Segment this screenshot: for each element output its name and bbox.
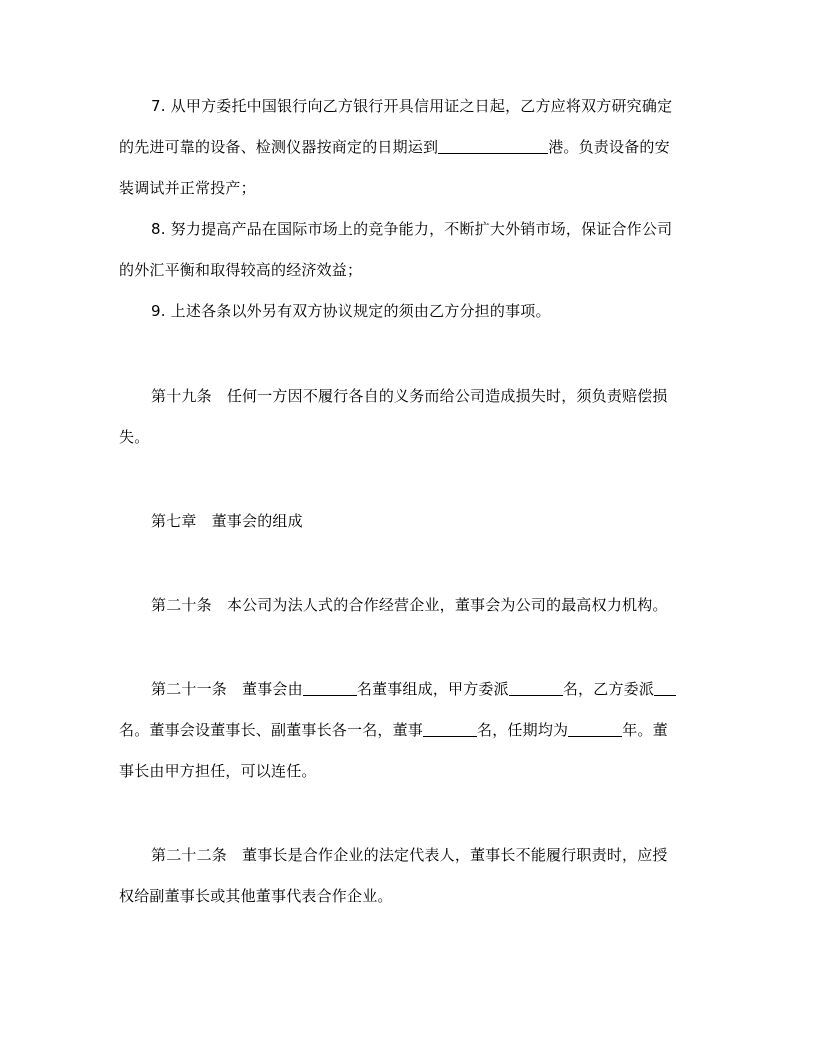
article-19-line-2 — [0, 424, 816, 450]
item-8-line-1 — [0, 216, 816, 242]
article-20-text: 本公司为法人式的合作经营企业，董事会为公司的最高权力机构。 — [226, 596, 668, 614]
director-count-blank[interactable] — [303, 679, 357, 696]
article-19-label: 第十九条 — [151, 387, 212, 405]
item-7-text-3: 装调试并正常投产； — [119, 179, 256, 197]
article-19-text-2: 失。 — [119, 428, 150, 446]
article-21-text-1b: 名董事组成，甲方委派 — [356, 680, 509, 698]
article-19-line-1 — [0, 383, 816, 409]
director-number-blank[interactable] — [423, 720, 477, 737]
party-a-count-blank[interactable] — [509, 679, 563, 696]
item-7-line-3 — [0, 175, 816, 201]
article-21-line-2 — [0, 717, 816, 743]
article-22-text-1: 董事长是合作企业的法定代表人，董事长不能履行职责时，应授 — [242, 846, 668, 864]
article-21-text-2c: 年。董 — [622, 721, 668, 739]
article-21-text-1a: 董事会由 — [242, 680, 303, 698]
article-22-line-1 — [0, 842, 816, 868]
chapter-7-label: 第七章 — [151, 512, 197, 530]
article-21-text-1c: 名，乙方委派 — [562, 680, 655, 698]
article-21-label: 第二十一条 — [151, 680, 228, 698]
article-21-text-2a: 名。董事会设董事长、副董事长各一名，董事 — [119, 721, 424, 739]
item-8-line-2 — [0, 257, 816, 283]
article-21-text-3: 事长由甲方担任，可以连任。 — [119, 762, 317, 780]
party-b-count-blank[interactable] — [654, 679, 676, 696]
article-22-text-2: 权给副董事长或其他董事代表合作企业。 — [119, 887, 393, 905]
item-9-line-1 — [0, 298, 816, 324]
item-8-text-1: 8. 努力提高产品在国际市场上的竞争能力，不断扩大外销市场，保证合作公司 — [151, 220, 673, 238]
item-7-line-1 — [0, 93, 816, 119]
item-7-line-2 — [0, 134, 816, 160]
article-20-line-1 — [0, 592, 816, 618]
term-years-blank[interactable] — [568, 720, 622, 737]
article-21-text-2b: 名，任期均为 — [477, 721, 569, 739]
chapter-7-heading — [0, 508, 816, 534]
item-8-text-2: 的外汇平衡和取得较高的经济效益； — [119, 261, 363, 279]
item-7-text-2a: 的先进可靠的设备、检测仪器按商定的日期运到 — [119, 138, 439, 156]
port-blank[interactable] — [438, 137, 548, 154]
item-7-text-2b: 港。负责设备的安 — [548, 138, 670, 156]
item-9-text-1: 9. 上述各条以外另有双方协议规定的须由乙方分担的事项。 — [151, 302, 551, 320]
article-20-label: 第二十条 — [151, 596, 212, 614]
article-22-line-2 — [0, 883, 816, 909]
article-21-line-3 — [0, 758, 816, 784]
article-21-line-1 — [0, 676, 816, 702]
article-19-text-1: 任何一方因不履行各自的义务而给公司造成损失时，须负责赔偿损 — [226, 387, 668, 405]
chapter-7-title: 董事会的组成 — [211, 512, 303, 530]
item-7-text-1: 7. 从甲方委托中国银行向乙方银行开具信用证之日起，乙方应将双方研究确定 — [151, 97, 673, 115]
article-22-label: 第二十二条 — [151, 846, 228, 864]
